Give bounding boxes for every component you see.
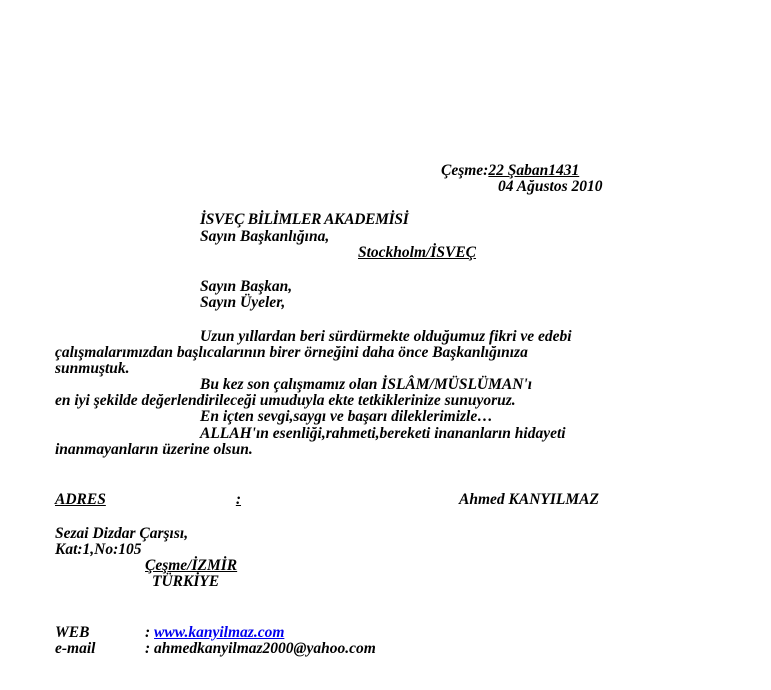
body-p3-line1: En içten sevgi,saygı ve başarı dileklerimizle… xyxy=(200,408,493,425)
gregorian-date: 04 Ağustos 2010 xyxy=(498,178,603,195)
recipient-city: Stockholm/İSVEÇ xyxy=(358,244,477,261)
address-label: ADRES xyxy=(55,491,106,508)
website-link[interactable]: www.kanyilmaz.com xyxy=(154,624,285,641)
email-label: e-mail xyxy=(55,640,96,657)
email-address: ahmedkanyilmaz2000@yahoo.com xyxy=(154,640,376,657)
signature-name: Ahmed KANYILMAZ xyxy=(459,491,599,508)
salutation-line-1: Sayın Başkan, xyxy=(200,278,293,295)
body-p2-line1: Bu kez son çalışmamız olan İSLÂM/MÜSLÜMAN'ı xyxy=(200,376,533,393)
email-separator: : xyxy=(145,640,151,657)
recipient-attention: Sayın Başkanlığına, xyxy=(200,228,330,245)
address-line-1: Sezai Dizdar Çarşısı, xyxy=(55,525,189,542)
address-line-2: Kat:1,No:105 xyxy=(55,541,142,558)
body-p4-line1: ALLAH'ın esenliği,rahmeti,bereketi inananların hidayeti xyxy=(200,425,566,442)
body-p1-line2: çalışmalarımızdan başlıcalarının birer örneğini daha önce Başkanlığınıza xyxy=(55,344,528,361)
email-row xyxy=(145,640,376,657)
place-date-label: Çeşme: xyxy=(441,162,489,179)
body-p2-line2: en iyi şekilde değerlendirileceği umuduyla ekte tetkiklerinize sunuyoruz. xyxy=(55,392,516,409)
address-country: TÜRKİYE xyxy=(152,573,220,590)
web-label: WEB xyxy=(55,624,90,641)
body-p1-line3: sunmuştuk. xyxy=(55,360,130,377)
date-line xyxy=(441,162,601,179)
address-label-line xyxy=(55,491,241,508)
address-colon: : xyxy=(235,491,242,508)
body-p4-line2: inanmayanların üzerine olsun. xyxy=(55,441,253,458)
web-row xyxy=(145,624,284,641)
web-separator: : xyxy=(145,624,151,641)
body-p1-line1: Uzun yıllardan beri sürdürmekte olduğumuz fikri ve edebi xyxy=(200,328,572,345)
salutation-line-2: Sayın Üyeler, xyxy=(200,294,286,311)
recipient-name: İSVEÇ BİLİMLER AKADEMİSİ xyxy=(200,211,409,228)
hijri-date: 22 Şaban1431 xyxy=(488,162,580,179)
address-city: Çeşme/İZMİR xyxy=(145,557,238,574)
